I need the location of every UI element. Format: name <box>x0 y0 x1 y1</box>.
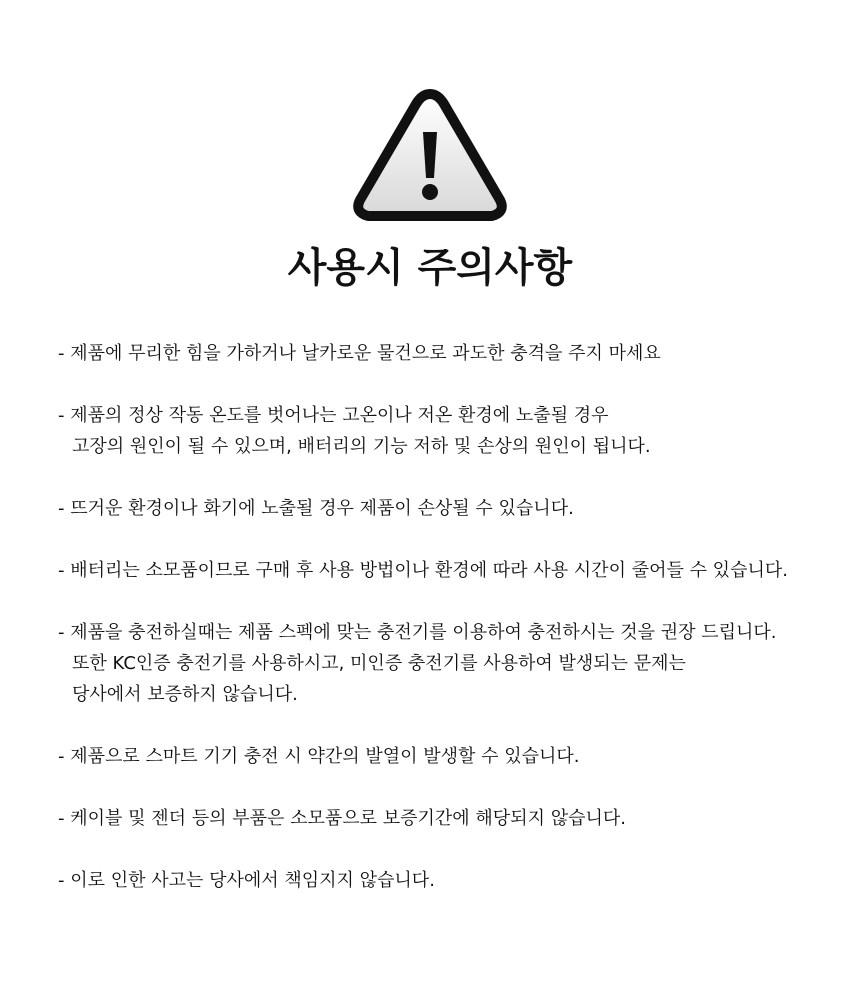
notice-item <box>58 555 838 586</box>
warning-triangle-icon <box>352 86 508 224</box>
notice-text: - 제품으로 스마트 기기 충전 시 약간의 발열이 발생할 수 있습니다. <box>58 746 580 767</box>
notice-text: - 케이블 및 젠더 등의 부품은 소모품으로 보증기간에 해당되지 않습니다. <box>58 808 626 829</box>
notice-text-continued: 또한 KC인증 충전기를 사용하시고, 미인증 충전기를 사용하여 발생되는 문제는 <box>72 653 686 674</box>
notice-text: - 제품을 충전하실때는 제품 스펙에 맞는 충전기를 이용하여 충전하시는 것을 권장 드립니다. <box>58 622 777 643</box>
notice-item <box>58 741 838 772</box>
notice-text: - 제품의 정상 작동 온도를 벗어나는 고온이나 저온 환경에 노출될 경우 <box>58 405 609 426</box>
notice-item <box>58 400 838 462</box>
notice-item <box>58 803 838 834</box>
notice-item <box>58 617 838 710</box>
page-title: 사용시 주의사항 <box>287 245 573 291</box>
notice-list <box>58 338 838 927</box>
notice-item <box>58 493 838 524</box>
notice-text-continued: 당사에서 보증하지 않습니다. <box>72 684 298 705</box>
notice-text: - 제품에 무리한 힘을 가하거나 날카로운 물건으로 과도한 충격을 주지 마세요 <box>58 343 661 364</box>
notice-item <box>58 865 838 896</box>
notice-text: - 이로 인한 사고는 당사에서 책임지지 않습니다. <box>58 870 435 891</box>
notice-text: - 배터리는 소모품이므로 구매 후 사용 방법이나 환경에 따라 사용 시간이 줄어들 수 있습니다. <box>58 560 788 581</box>
notice-item <box>58 338 838 369</box>
notice-text: - 뜨거운 환경이나 화기에 노출될 경우 제품이 손상될 수 있습니다. <box>58 498 574 519</box>
notice-text-continued: 고장의 원인이 될 수 있으며, 배터리의 기능 저하 및 손상의 원인이 됩니다. <box>72 436 651 457</box>
